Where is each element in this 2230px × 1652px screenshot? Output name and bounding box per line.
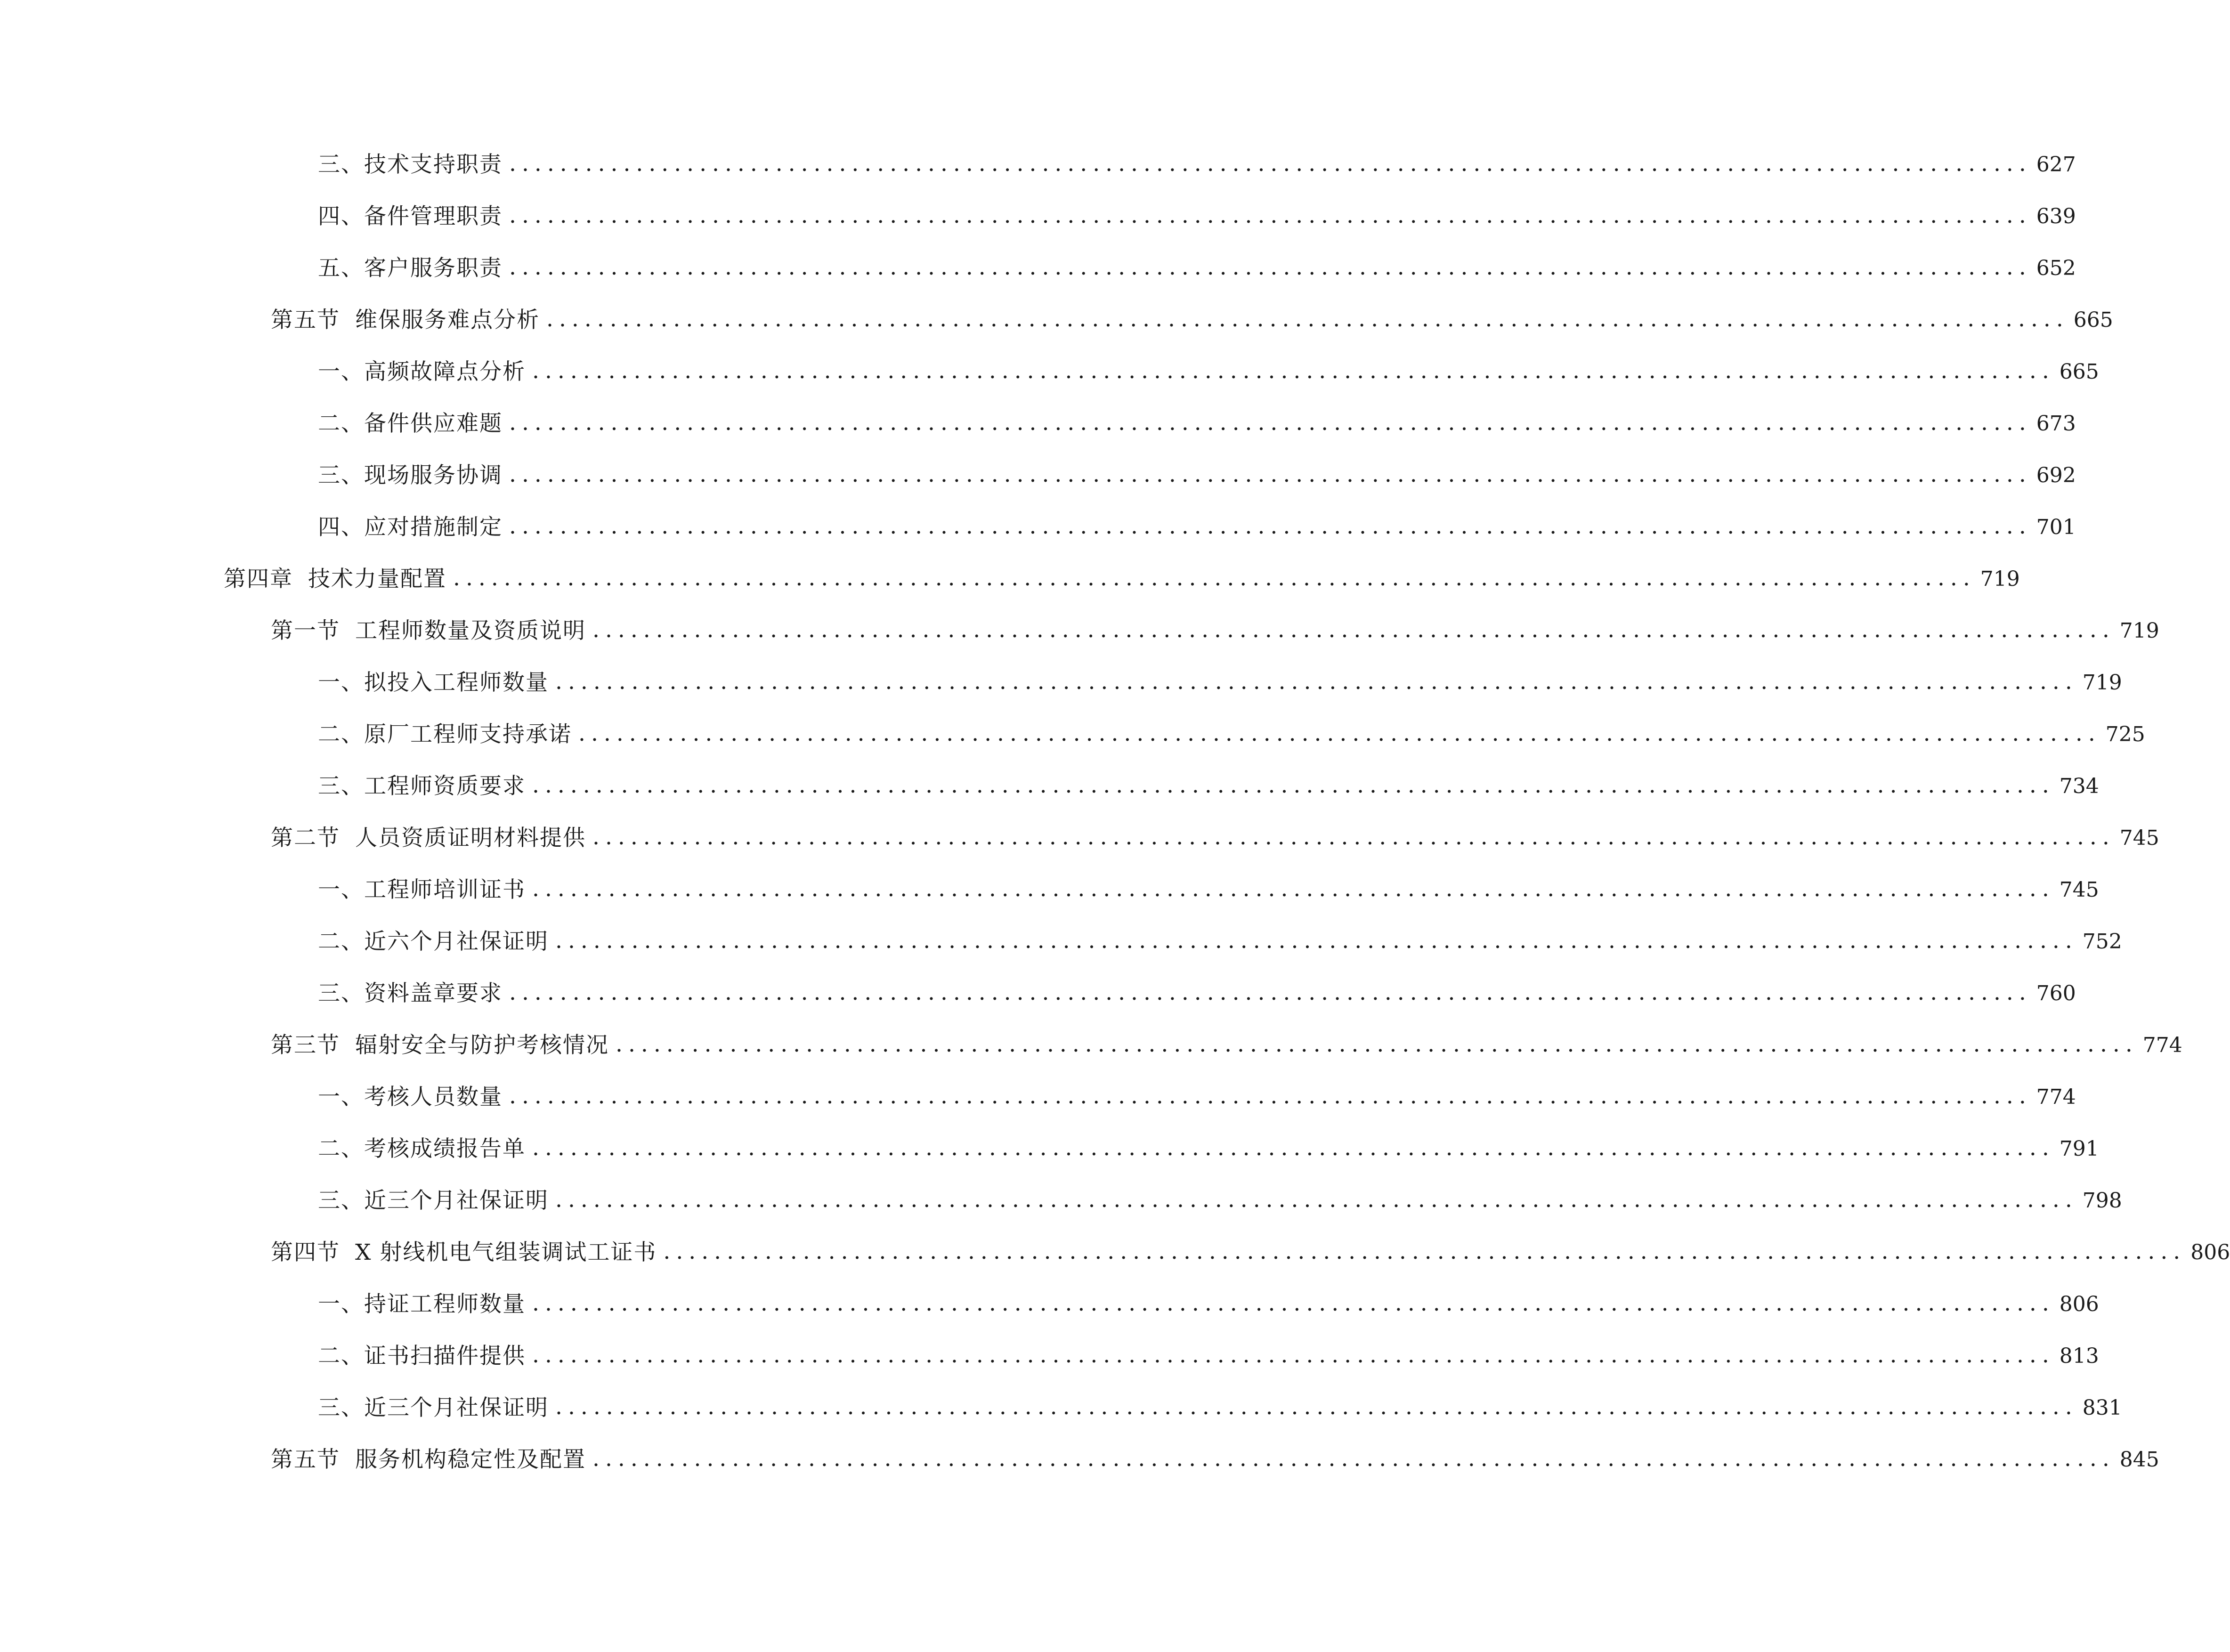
toc-entry-page: 725 [2105,722,2145,746]
toc-entry-title: 近六个月社保证明 [364,929,549,955]
toc-entry-title: 工程师数量及资质说明 [355,618,586,644]
toc-leader-dots: ........................................................................................................................ [555,669,2078,695]
toc-section-entry[interactable] [271,815,2159,852]
toc-entry[interactable] [318,400,2076,438]
toc-entry-title: 服务机构稳定性及配置 [355,1447,586,1473]
toc-entry-title: 考核成绩报告单 [364,1136,526,1162]
toc-entry[interactable] [318,711,2145,749]
toc-entry-title: 近三个月社保证明 [364,1188,549,1214]
toc-entry-page: 831 [2082,1396,2122,1420]
toc-entry-page: 627 [2036,153,2076,177]
toc-entry-page: 774 [2142,1033,2182,1057]
toc-entry-title: 备件管理职责 [364,203,503,229]
toc-entry-page: 639 [2036,204,2076,228]
toc-entry-number: 三、 [318,152,364,178]
toc-section-entry[interactable] [271,297,2113,334]
toc-leader-dots: ........................................................................................................................ [592,824,2115,850]
toc-entry[interactable] [318,141,2076,179]
toc-entry-title: 应对措施制定 [364,514,503,540]
toc-entry-page: 760 [2036,981,2076,1005]
toc-entry[interactable] [318,348,2099,386]
toc-entry-title: 近三个月社保证明 [364,1395,549,1421]
toc-entry[interactable] [318,1126,2099,1163]
toc-section-entry[interactable] [271,1022,2182,1060]
toc-section-entry[interactable] [271,1229,2230,1267]
toc-entry[interactable] [318,659,2122,697]
toc-entry-number: 二、 [318,1343,364,1369]
toc-leader-dots: ........................................................................................................................ [663,1239,2186,1264]
toc-entry-title: 技术力量配置 [308,566,446,592]
toc-entry-title: 维保服务难点分析 [355,307,540,333]
toc-leader-dots: ........................................................................................................................ [532,1135,2055,1161]
toc-entry-number: 一、 [318,1084,364,1110]
toc-leader-dots: ........................................................................................................................ [592,1446,2115,1472]
toc-entry[interactable] [318,1074,2076,1111]
toc-entry-number: 第四节 [271,1239,340,1265]
toc-entry-number: 第二节 [271,825,340,851]
toc-entry-number: 一、 [318,877,364,903]
toc-entry-title: 客户服务职责 [364,255,503,281]
toc-entry-number: 三、 [318,1188,364,1214]
toc-leader-dots: ........................................................................................................................ [509,254,2032,280]
toc-leader-dots: ........................................................................................................................ [532,876,2055,902]
toc-section-entry[interactable] [271,607,2159,645]
toc-entry-title: 资料盖章要求 [364,980,503,1006]
toc-leader-dots: ........................................................................................................................ [509,151,2032,177]
toc-entry[interactable] [318,970,2076,1008]
toc-entry-number: 二、 [318,929,364,955]
toc-leader-dots: ........................................................................................................................ [509,980,2032,1005]
toc-entry-title: 原厂工程师支持承诺 [364,721,572,747]
toc-entry-title: 备件供应难题 [364,411,503,437]
toc-leader-dots: ........................................................................................................................ [509,1083,2032,1109]
toc-entry-title: X 射线机电气组装调试工证书 [355,1239,657,1265]
toc-entry-title: 证书扫描件提供 [364,1343,526,1369]
toc-entry-page: 845 [2119,1448,2159,1472]
toc-entry-title: 辐射安全与防护考核情况 [355,1032,609,1058]
toc-entry[interactable] [318,452,2076,490]
toc-entry-number: 一、 [318,1291,364,1317]
toc-entry-title: 现场服务协调 [364,462,503,488]
toc-entry-number: 二、 [318,721,364,747]
toc-entry-page: 745 [2119,826,2159,850]
toc-entry-page: 798 [2082,1189,2122,1213]
toc-entry[interactable] [318,193,2076,231]
toc-entry[interactable] [318,918,2122,956]
toc-entry[interactable] [318,1177,2122,1215]
toc-entry-page: 806 [2059,1292,2099,1316]
toc-entry-number: 第一节 [271,618,340,644]
toc-leader-dots: ........................................................................................................................ [555,1187,2078,1213]
toc-entry-page: 719 [2119,619,2159,643]
toc-leader-dots: ........................................................................................................................ [592,617,2115,643]
toc-entry-page: 734 [2059,774,2099,798]
toc-entry-title: 高频故障点分析 [364,359,526,385]
toc-entry-page: 673 [2036,412,2076,436]
toc-leader-dots: ........................................................................................................................ [616,1031,2138,1057]
toc-entry-page: 752 [2082,930,2122,954]
toc-entry-title: 持证工程师数量 [364,1291,526,1317]
toc-entry-page: 652 [2036,256,2076,280]
toc-entry-number: 一、 [318,670,364,696]
toc-entry[interactable] [318,763,2099,801]
toc-entry-number: 三、 [318,980,364,1006]
toc-leader-dots: ........................................................................................................................ [532,1290,2055,1316]
toc-entry-title: 人员资质证明材料提供 [355,825,586,851]
toc-entry-page: 745 [2059,878,2099,902]
toc-leader-dots: ........................................................................................................................ [555,1394,2078,1420]
toc-entry-number: 第三节 [271,1032,340,1058]
toc-entry-number: 第四章 [224,566,293,592]
toc-entry-page: 665 [2073,308,2113,332]
toc-leader-dots: ........................................................................................................................ [509,202,2032,228]
toc-entry-page: 791 [2059,1137,2099,1161]
toc-entry-number: 二、 [318,1136,364,1162]
toc-entry[interactable] [318,866,2099,904]
toc-entry[interactable] [318,1385,2122,1422]
toc-entry-page: 806 [2190,1240,2230,1264]
toc-entry-title: 技术支持职责 [364,152,503,178]
toc-leader-dots: ........................................................................................................................ [546,306,2069,332]
toc-entry[interactable] [318,504,2076,542]
toc-entry-number: 二、 [318,411,364,437]
toc-leader-dots: ........................................................................................................................ [509,513,2032,539]
toc-entry-number: 第五节 [271,307,340,333]
toc-leader-dots: ........................................................................................................................ [509,462,2032,487]
toc-entry-number: 一、 [318,359,364,385]
toc-entry[interactable] [318,1281,2099,1319]
toc-leader-dots: ........................................................................................................................ [453,565,1976,591]
toc-entry-page: 701 [2036,515,2076,539]
toc-entry[interactable] [318,245,2076,283]
toc-entry-number: 三、 [318,1395,364,1421]
toc-leader-dots: ........................................................................................................................ [532,358,2055,384]
toc-entry-number: 五、 [318,255,364,281]
toc-leader-dots: ........................................................................................................................ [532,1342,2055,1368]
toc-entry-title: 工程师资质要求 [364,773,526,799]
toc-entry-page: 692 [2036,463,2076,487]
toc-leader-dots: ........................................................................................................................ [578,721,2101,746]
toc-entry-page: 719 [1980,567,2020,591]
toc-leader-dots: ........................................................................................................................ [532,772,2055,798]
toc-leader-dots: ........................................................................................................................ [509,410,2032,436]
toc-entry-number: 第五节 [271,1447,340,1473]
toc-entry-number: 三、 [318,773,364,799]
toc-entry-title: 拟投入工程师数量 [364,670,549,696]
toc-leader-dots: ........................................................................................................................ [555,928,2078,954]
toc-entry-page: 719 [2082,671,2122,695]
toc-entry-number: 四、 [318,203,364,229]
toc-entry[interactable] [318,1333,2099,1370]
toc-entry-page: 774 [2036,1085,2076,1109]
toc-entry-number: 四、 [318,514,364,540]
toc-entry-page: 813 [2059,1344,2099,1368]
toc-chapter-entry[interactable] [224,556,2020,593]
toc-section-entry[interactable] [271,1436,2159,1474]
toc-entry-title: 工程师培训证书 [364,877,526,903]
toc-entry-number: 三、 [318,462,364,488]
toc-entry-title: 考核人员数量 [364,1084,503,1110]
toc-entry-page: 665 [2059,360,2099,384]
